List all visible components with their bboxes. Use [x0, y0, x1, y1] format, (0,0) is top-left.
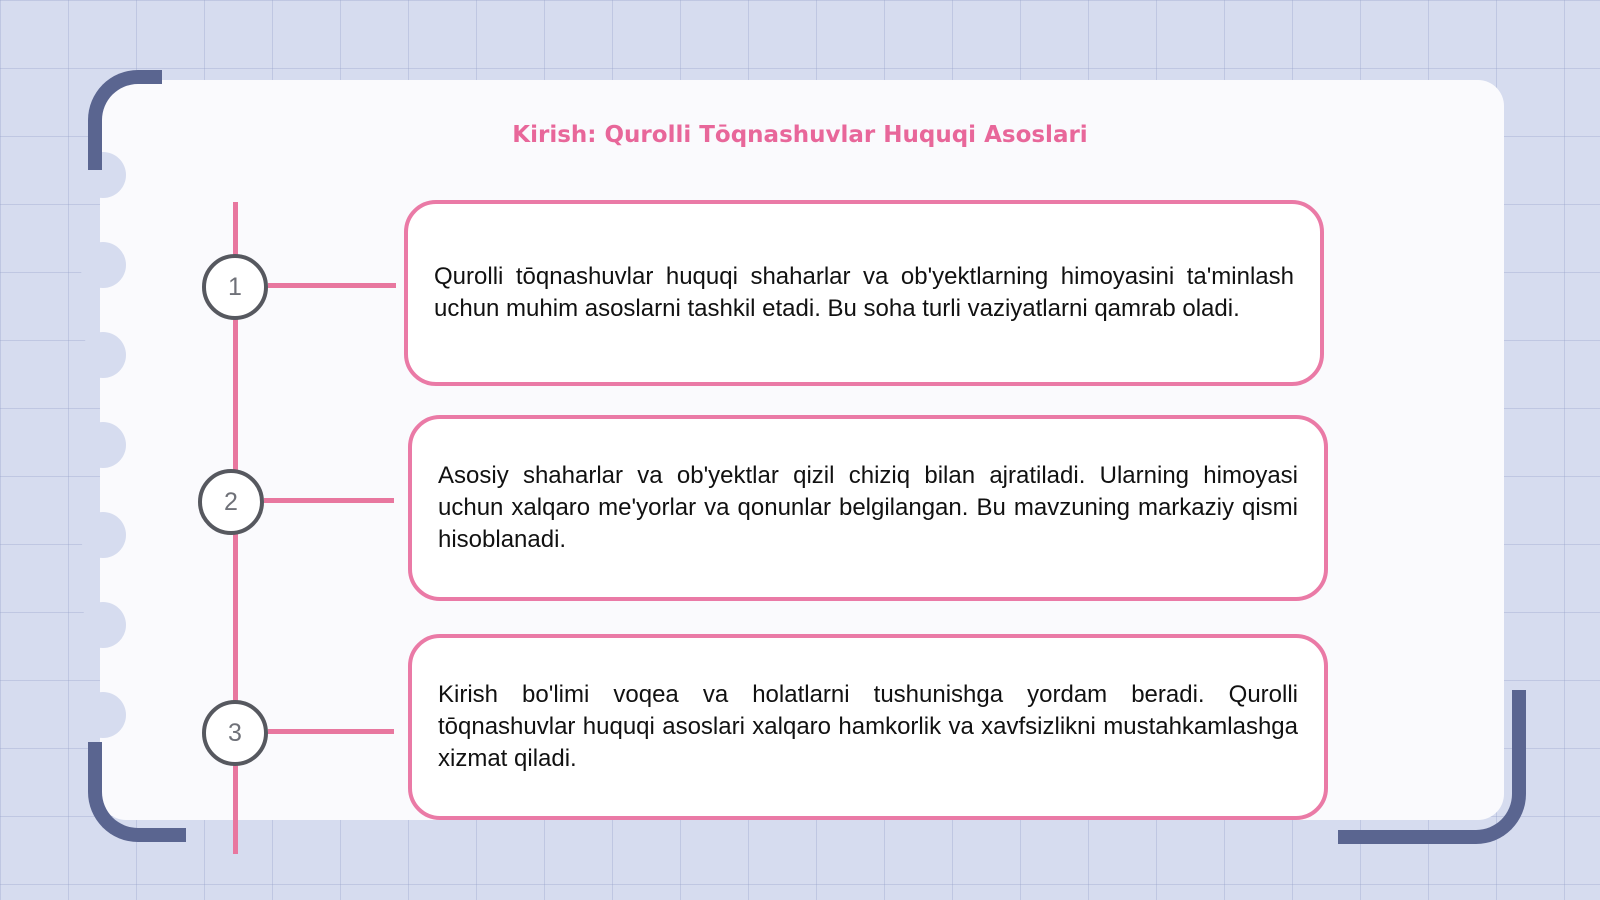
paper-notch — [80, 422, 126, 468]
step-text-2: Asosiy shaharlar va ob'yektlar qizil chiziq bilan ajratiladi. Ularning himoyasi uchun xalqaro me'yorlar va qonunlar belgilangan. Bu mavzuning markaziy qismi hisoblanadi. — [438, 462, 1298, 553]
step-content-box-2 — [408, 415, 1328, 601]
paper-notch — [80, 512, 126, 558]
step-connector-1 — [268, 283, 396, 288]
step-content-box-1 — [404, 200, 1324, 386]
step-content-box-3 — [408, 634, 1328, 820]
paper-notch — [80, 602, 126, 648]
step-connector-3 — [268, 729, 394, 734]
corner-bracket-bottom-right — [1338, 690, 1526, 844]
slide-title: Kirish: Qurolli Tōqnashuvlar Huquqi Asoslari — [512, 122, 1088, 148]
paper-notch — [80, 242, 126, 288]
step-text-1: Qurolli tōqnashuvlar huquqi shaharlar va ob'yektlarning himoyasini ta'minlash uchun muhim asoslarni tashkil etadi. Bu soha turli vaziyatlarni qamrab oladi. — [434, 263, 1294, 322]
corner-bracket-top-left — [88, 70, 162, 170]
paper-notch — [80, 332, 126, 378]
step-number-3: 3 — [202, 700, 268, 766]
step-number-2: 2 — [198, 469, 264, 535]
step-connector-2 — [264, 498, 394, 503]
step-number-1: 1 — [202, 254, 268, 320]
corner-bracket-bottom-left — [88, 742, 186, 842]
paper-notch — [80, 692, 126, 738]
step-text-3: Kirish bo'limi voqea va holatlarni tushunishga yordam beradi. Qurolli tōqnashuvlar huquqi asoslari xalqaro hamkorlik va xavfsizlikni mustahkamlashga xizmat qiladi. — [438, 681, 1298, 772]
